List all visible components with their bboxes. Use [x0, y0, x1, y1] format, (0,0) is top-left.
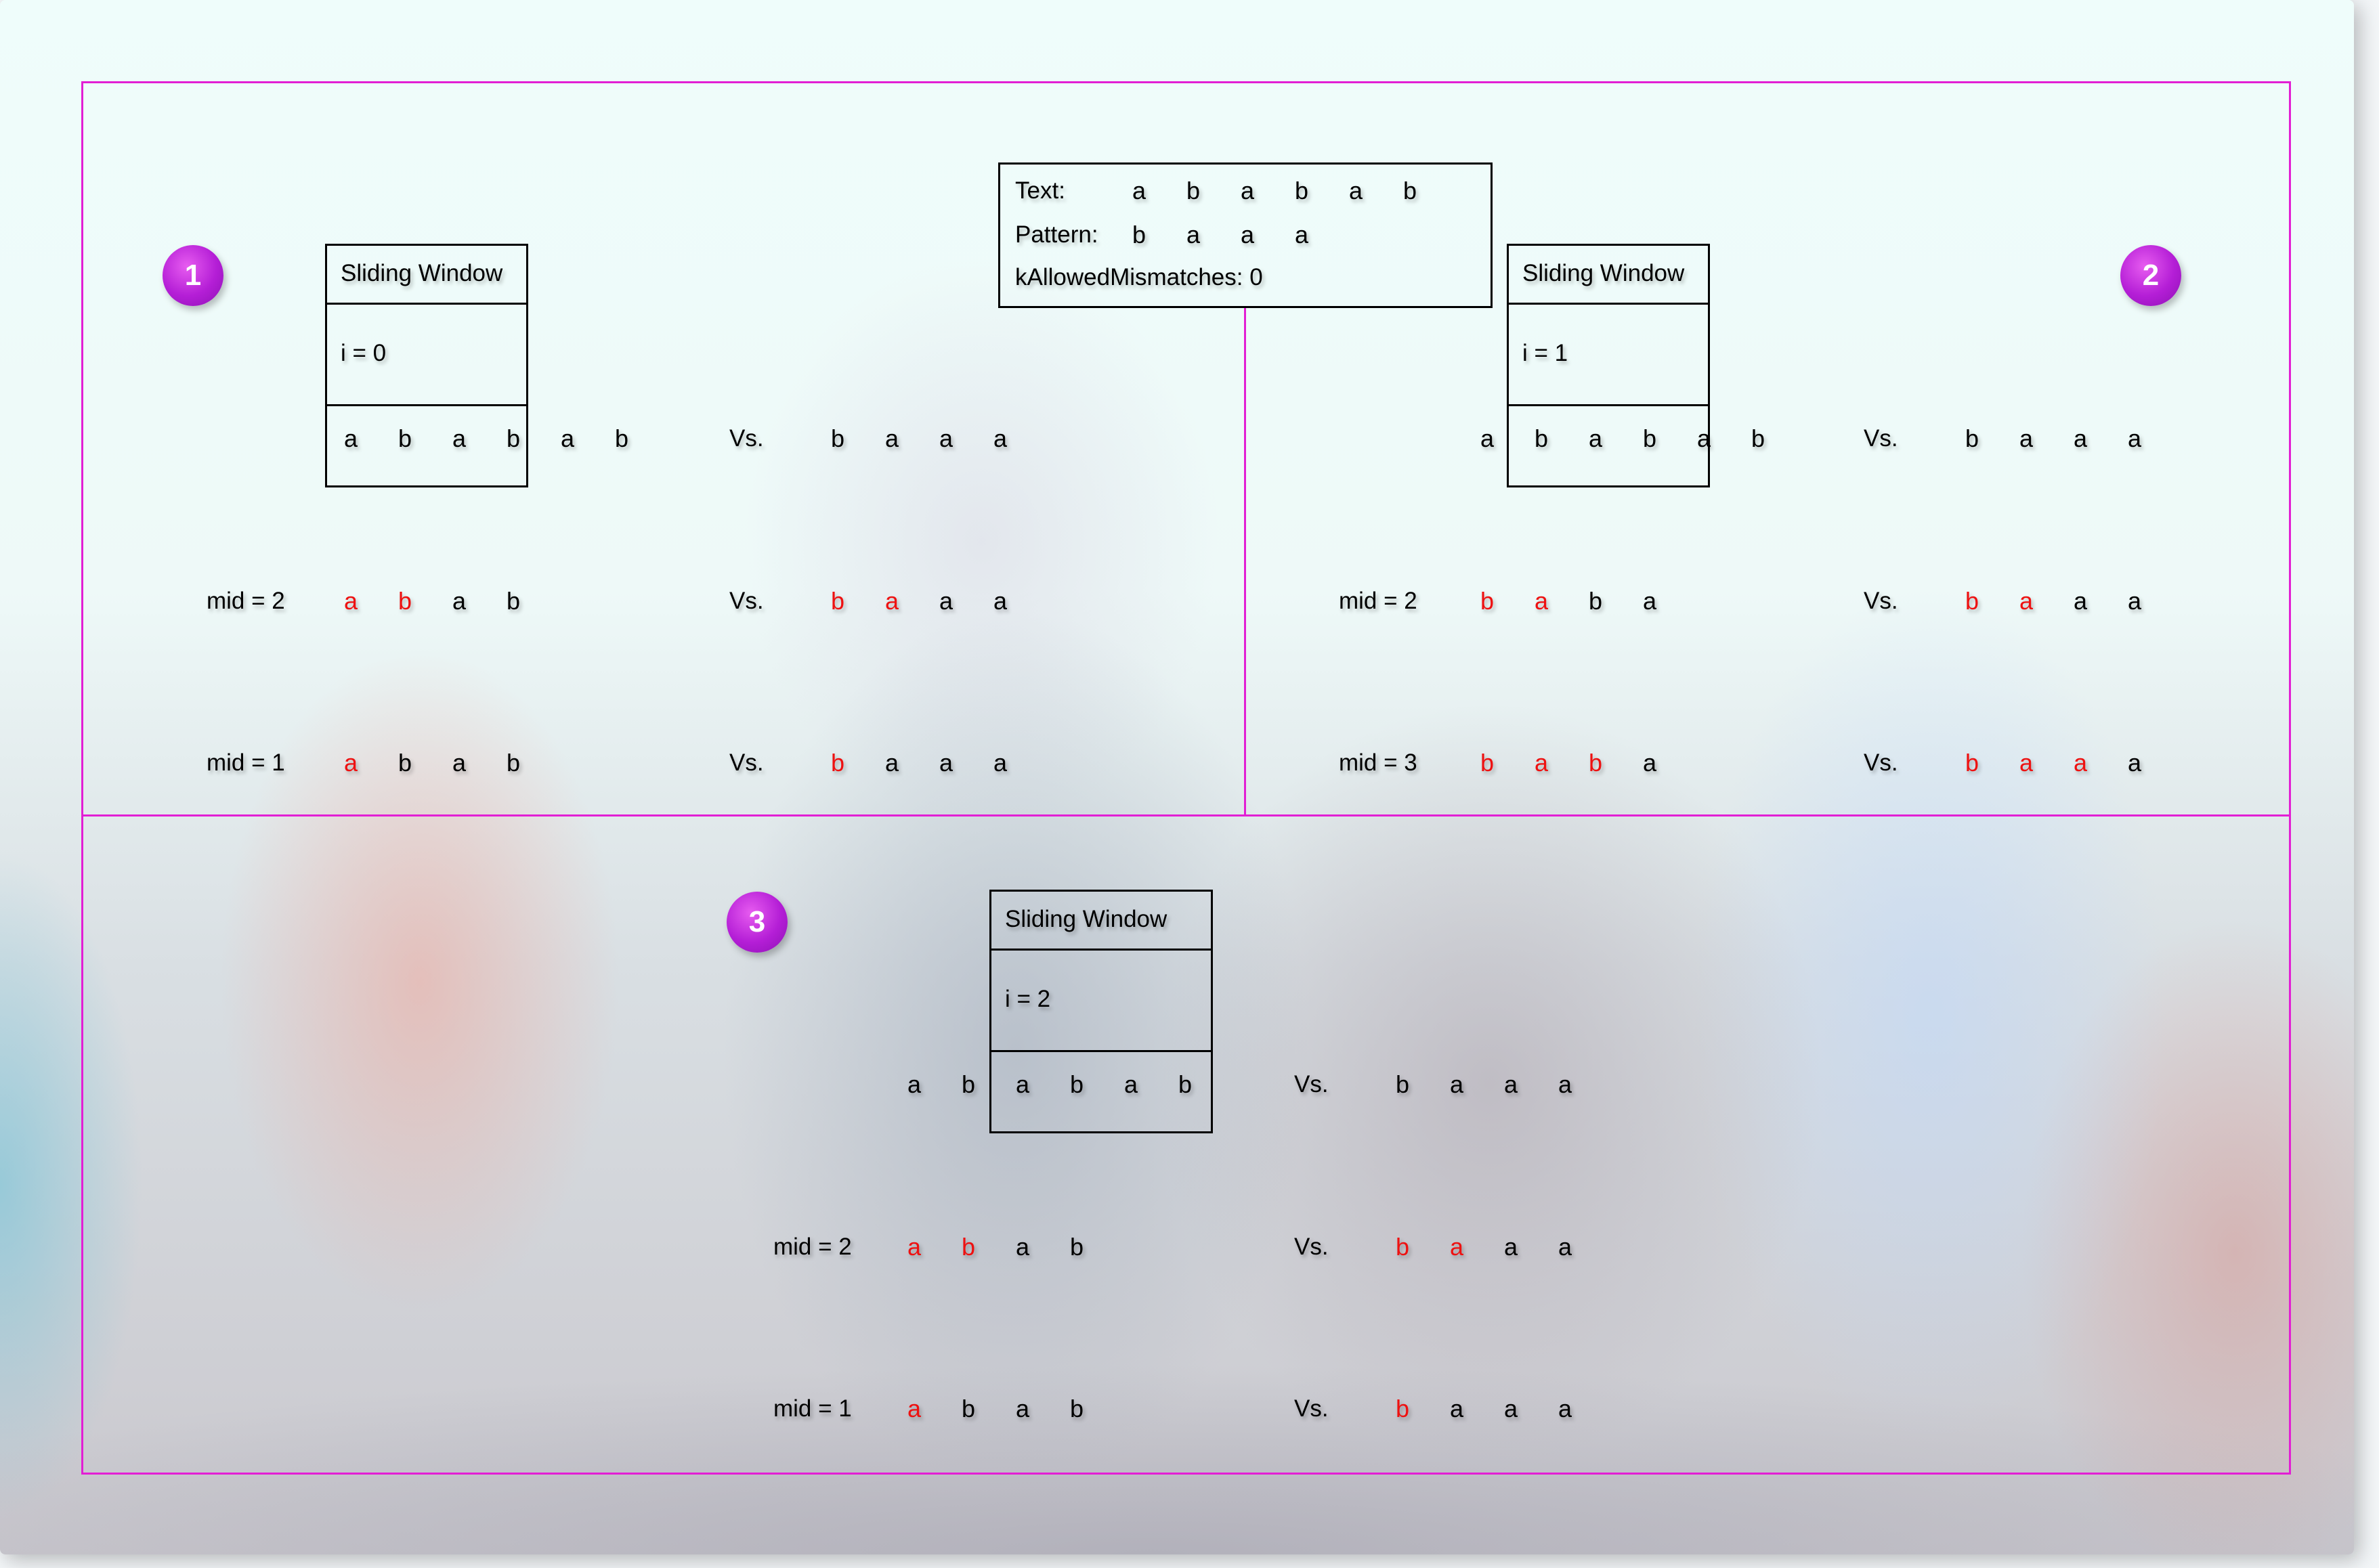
text-char: b	[1751, 424, 1765, 452]
vs-label: Vs.	[1864, 588, 1898, 614]
text-char: b	[1642, 424, 1657, 452]
sliding-window-title: Sliding Window	[1522, 260, 1685, 286]
compare-pattern-char: a	[2019, 749, 2034, 777]
compare-pattern-char: a	[1449, 1233, 1464, 1261]
compare-text-char: b	[398, 587, 412, 615]
compare-pattern-char: a	[2073, 587, 2088, 615]
vs-label: Vs.	[729, 588, 764, 614]
compare-pattern-char: a	[939, 587, 953, 615]
compare-text-char: b	[506, 587, 521, 615]
mid-label: mid = 3	[1339, 749, 1417, 776]
compare-pattern-char: a	[1558, 1233, 1572, 1261]
pattern-char: a	[993, 424, 1008, 452]
compare-pattern-char: a	[1503, 1233, 1518, 1261]
pattern-char: a	[2127, 424, 2142, 452]
compare-text-char: a	[907, 1395, 922, 1422]
compare-pattern-char: a	[1449, 1395, 1464, 1422]
pattern-char: a	[884, 424, 899, 452]
info-text-char: b	[1294, 177, 1309, 204]
compare-pattern-char: a	[1558, 1395, 1572, 1422]
info-pattern-char: b	[1132, 221, 1146, 248]
compare-text-char: b	[1069, 1395, 1084, 1422]
text-char: b	[961, 1070, 976, 1098]
text-char: a	[1696, 424, 1711, 452]
compare-text-char: a	[343, 587, 358, 615]
compare-pattern-char: a	[2073, 749, 2088, 777]
compare-pattern-char: a	[993, 749, 1008, 777]
vs-label: Vs.	[1864, 749, 1898, 776]
compare-text-char: b	[1480, 749, 1495, 777]
text-char: b	[398, 424, 412, 452]
compare-text-char: a	[1015, 1233, 1030, 1261]
compare-text-char: a	[1642, 749, 1657, 777]
vs-label: Vs.	[1294, 1234, 1329, 1260]
compare-text-char: a	[1015, 1395, 1030, 1422]
vertical-divider	[1244, 307, 1246, 816]
vs-label: Vs.	[1864, 425, 1898, 452]
compare-text-char: b	[961, 1395, 976, 1422]
compare-text-char: a	[343, 749, 358, 777]
compare-text-char: b	[398, 749, 412, 777]
sliding-window-title: Sliding Window	[1005, 906, 1167, 932]
compare-text-char: b	[506, 749, 521, 777]
pattern-char: a	[1503, 1070, 1518, 1098]
text-char: a	[1588, 424, 1603, 452]
compare-pattern-char: a	[939, 749, 953, 777]
info-text-char: a	[1132, 177, 1146, 204]
compare-text-char: a	[1534, 749, 1549, 777]
compare-pattern-char: b	[830, 749, 845, 777]
compare-text-char: b	[1480, 587, 1495, 615]
info-pattern-char: a	[1240, 221, 1255, 248]
text-char: a	[452, 424, 467, 452]
pattern-char: a	[1558, 1070, 1572, 1098]
compare-text-char: a	[907, 1233, 922, 1261]
vs-label: Vs.	[1294, 1071, 1329, 1097]
compare-text-char: b	[1588, 587, 1603, 615]
pattern-char: a	[939, 424, 953, 452]
compare-pattern-char: b	[1395, 1233, 1410, 1261]
pattern-char: b	[1965, 424, 1979, 452]
text-char: b	[1069, 1070, 1084, 1098]
mid-label: mid = 2	[207, 588, 285, 614]
horizontal-divider	[81, 814, 2289, 816]
compare-text-char: a	[1642, 587, 1657, 615]
compare-pattern-char: b	[1395, 1395, 1410, 1422]
text-char: a	[343, 424, 358, 452]
step-badge: 1	[163, 245, 223, 306]
mid-label: mid = 2	[1339, 588, 1417, 614]
step-badge: 3	[727, 892, 788, 953]
info-text-char: a	[1348, 177, 1363, 204]
compare-pattern-char: b	[1965, 749, 1979, 777]
text-char: a	[560, 424, 575, 452]
text-char: a	[1015, 1070, 1030, 1098]
pattern-char: b	[1395, 1070, 1410, 1098]
compare-pattern-char: a	[884, 587, 899, 615]
window-index-label: i = 1	[1522, 340, 1568, 366]
mid-label: mid = 2	[773, 1234, 852, 1260]
vs-label: Vs.	[1294, 1395, 1329, 1422]
window-index-label: i = 2	[1005, 986, 1051, 1012]
text-char: b	[1178, 1070, 1193, 1098]
compare-text-char: b	[1069, 1233, 1084, 1261]
text-char: b	[506, 424, 521, 452]
mid-label: mid = 1	[773, 1395, 852, 1422]
pattern-char: b	[830, 424, 845, 452]
step-badge: 2	[2120, 245, 2181, 306]
info-text-char: a	[1240, 177, 1255, 204]
sliding-window-title: Sliding Window	[341, 260, 503, 286]
text-char: a	[907, 1070, 922, 1098]
text-char: b	[614, 424, 629, 452]
text-label: Text:	[1015, 177, 1065, 204]
allowed-mismatches: kAllowedMismatches: 0	[1015, 264, 1263, 290]
info-pattern-char: a	[1186, 221, 1201, 248]
compare-pattern-char: b	[830, 587, 845, 615]
compare-pattern-char: b	[1965, 587, 1979, 615]
compare-pattern-char: a	[993, 587, 1008, 615]
compare-pattern-char: a	[2019, 587, 2034, 615]
info-text-char: b	[1402, 177, 1417, 204]
info-text-char: b	[1186, 177, 1201, 204]
compare-text-char: a	[452, 749, 467, 777]
vs-label: Vs.	[729, 425, 764, 452]
compare-text-char: a	[452, 587, 467, 615]
compare-text-char: b	[1588, 749, 1603, 777]
pattern-char: a	[2073, 424, 2088, 452]
mid-label: mid = 1	[207, 749, 285, 776]
pattern-char: a	[1449, 1070, 1464, 1098]
window-index-label: i = 0	[341, 340, 387, 366]
compare-pattern-char: a	[884, 749, 899, 777]
text-char: a	[1123, 1070, 1138, 1098]
vs-label: Vs.	[729, 749, 764, 776]
info-pattern-char: a	[1294, 221, 1309, 248]
text-char: a	[1480, 424, 1495, 452]
compare-text-char: b	[961, 1233, 976, 1261]
compare-pattern-char: a	[1503, 1395, 1518, 1422]
compare-text-char: a	[1534, 587, 1549, 615]
compare-pattern-char: a	[2127, 587, 2142, 615]
text-char: b	[1534, 424, 1549, 452]
pattern-char: a	[2019, 424, 2034, 452]
pattern-label: Pattern:	[1015, 221, 1098, 248]
compare-pattern-char: a	[2127, 749, 2142, 777]
